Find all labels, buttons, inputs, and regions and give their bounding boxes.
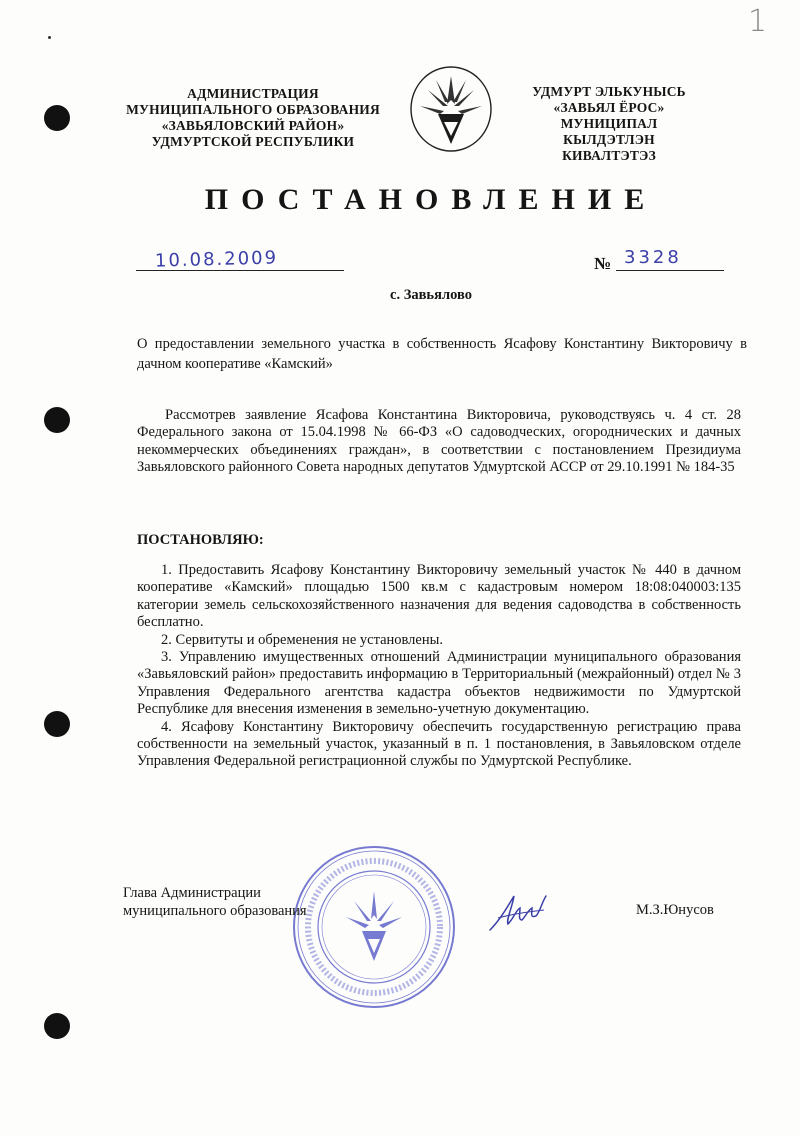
preamble-block	[137, 407, 741, 477]
document-date: 10.08.2009	[154, 247, 279, 272]
seal-stamp	[290, 843, 458, 1011]
page-number: 1	[748, 4, 768, 39]
signatory-title-line: Глава Администрации	[123, 885, 261, 901]
items-block	[137, 562, 741, 771]
punch-hole	[44, 407, 70, 433]
header-right-line: КИВАЛТЭТЭЗ	[562, 148, 656, 163]
document-title: ПОСТАНОВЛЕНИЕ	[204, 183, 658, 216]
item-1: 1. Предоставить Ясафову Константину Викторовичу земельный участок № 440 в дачном кооперативе «Камский» площадью 1500 кв.м с кадастровым номером 18:08:040003:135 категории земель сельскохозяйственного назначения для ведения садоводства в собственность бесплатно.	[137, 562, 741, 631]
header-left	[118, 86, 388, 150]
header-right	[514, 84, 704, 164]
speck	[48, 36, 51, 39]
signatory-name: М.З.Юнусов	[636, 902, 714, 918]
header-right-line: УДМУРТ ЭЛЬКУНЫСЬ	[532, 84, 686, 99]
decree-heading: ПОСТАНОВЛЯЮ:	[137, 532, 264, 548]
document-number: 3328	[624, 247, 682, 268]
header-left-line: МУНИЦИПАЛЬНОГО ОБРАЗОВАНИЯ	[126, 102, 380, 117]
preamble: Рассмотрев заявление Ясафова Константина Викторовича, руководствуясь ч. 4 ст. 28 Федерального закона от 15.04.1998 № 66-ФЗ «О садоводческих, огороднических и дачных некоммерческих объединениях граждан», в соответствии с постановлением Президиума Завьяловского районного Совета народных депутатов Удмуртской АССР от 29.10.1991 № 184-35	[137, 407, 741, 476]
place: с. Завьялово	[390, 287, 472, 303]
header-right-line: «ЗАВЬЯЛ ЁРОС»	[553, 100, 665, 115]
subject: О предоставлении земельного участка в собственность Ясафову Константину Викторовичу в дачном кооперативе «Камский»	[137, 336, 747, 372]
signatory-title-line: муниципального образования	[123, 903, 307, 919]
item-3: 3. Управлению имущественных отношений Администрации муниципального образования «Завьяловский район» предоставить информацию в Территориальный (межрайонный) отдел № 3 Управления Федерального агентства кадастра объектов недвижимости по Удмуртской Республике для внесения изменения в земельно-учетную документацию.	[137, 649, 741, 718]
header-left-line: «ЗАВЬЯЛОВСКИЙ РАЙОН»	[161, 118, 345, 133]
header-right-line: МУНИЦИПАЛ КЫЛДЭТЛЭН	[560, 116, 658, 147]
item-2: 2. Сервитуты и обременения не установлены.	[161, 631, 443, 648]
header-left-line: УДМУРТСКОЙ РЕСПУБЛИКИ	[151, 134, 355, 149]
punch-hole	[44, 1013, 70, 1039]
punch-hole	[44, 711, 70, 737]
number-label: №	[594, 254, 612, 273]
header-left-line: АДМИНИСТРАЦИЯ	[187, 86, 319, 101]
signatory-title	[123, 884, 307, 920]
emblem-icon	[408, 64, 494, 154]
punch-hole	[44, 105, 70, 131]
signature-icon	[486, 890, 550, 936]
item-4: 4. Ясафову Константину Викторовичу обеспечить государственную регистрацию права собственности на земельный участок, указанный в п. 1 постановления, в Завьяловском отделе Управления Федеральной регистрационной службы по Удмуртской Республике.	[137, 718, 741, 770]
number-underline	[616, 270, 724, 271]
